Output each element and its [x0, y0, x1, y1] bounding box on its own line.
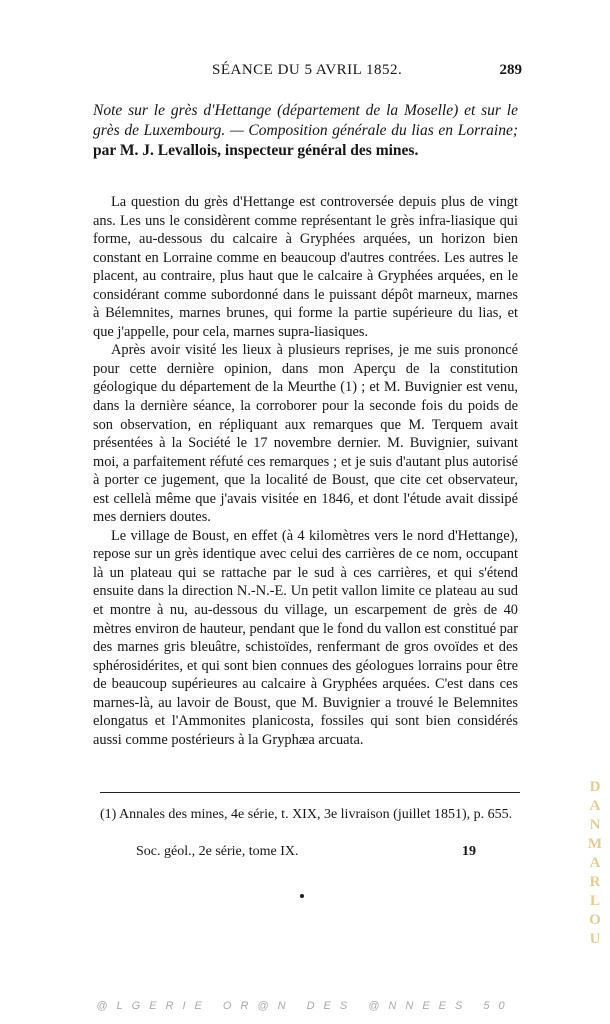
footnote: (1) Annales des mines, 4e série, t. XIX, 3e livraison (juillet 1851), p. 655. [100, 807, 513, 822]
vertical-stamp: D A N M A R L O U [587, 779, 603, 947]
watermark-text: @LGERIE OR@N DES @NNEES 50 [96, 1000, 514, 1012]
article-title [93, 101, 518, 161]
running-header [92, 62, 522, 84]
signature-line [136, 844, 476, 860]
bottom-dot [300, 894, 304, 898]
page-number: 289 [499, 62, 522, 78]
paragraph-3: Le village de Boust, en effet (à 4 kilomètres vers le nord d'Hettange), repose sur un grès identique avec celui des carrières de ce nom, occupant là un plateau qui se rattache par le sud à ces carrières, et qui s'étend ensuite dans la direction N.-N.-E. Un petit vallon limite ce plateau au sud et montre à nu, au-dessous du village, un escarpement de grès de 40 mètres environ de hauteur, pendant que le fond du vallon est constitué par des marnes gris bleuâtre, schistoïdes, renfermant de gros ovoïdes et des sphérosidérites, et qui sont bien connues des géologues lorrains pour être de beaucoup supérieures au calcaire à Gryphées arquées. C'est dans ces marnes-là, au lavoir de Boust, que M. Buvignier a trouvé le Belemnites elongatus et l'Ammonites planicosta, fossiles qui sont bien considérés aussi comme postérieurs à la Gryphæa arcuata. [93, 527, 519, 748]
running-title: SÉANCE DU 5 AVRIL 1852. [212, 62, 403, 78]
title-author: par M. J. Levallois, inspecteur général des mines. [93, 142, 419, 159]
signature-number: 19 [462, 844, 476, 859]
article-body [93, 193, 518, 749]
paragraph-2: Après avoir visité les lieux à plusieurs reprises, je me suis prononcé pour cette dernière opinion, dans mon Aperçu de la constitution géologique du département de la Meurthe (1) ; et M. Buvignier est venu, dans la dernière séance, la corroborer pour la seconde fois du poids de son observation, en répliquant aux remarques que M. Terquem avait présentées à la Société le 17 novembre dernier. M. Buvignier, suivant moi, a parfaitement réfuté ces remarques ; et je suis d'autant plus autorisé à porter ce jugement, que la localité de Boust, que cite cet observateur, est cellelà même que j'avais visitée en 1846, et dont l'étude avait dissipé mes derniers doutes. [93, 342, 518, 526]
paragraph-1: La question du grès d'Hettange est controversée depuis plus de vingt ans. Les uns le considèrent comme représentant le grès infra-liasique qui forme, au-dessous du calcaire à Gryphées arquées, un horizon bien constant en Lorraine comme en beaucoup d'autres contrées. Les autres le placent, au contraire, plus haut que le calcaire à Gryphées arquées, en le considérant comme subordonné dans le puissant dépôt marneux, marnes à Bélemnites, marnes brunes, qui forme la partie supérieure du lias, et que j'appelle, pour cela, marnes supra-liasiques. [93, 194, 518, 340]
title-italic: Note sur le grès d'Hettange (département de la Moselle) et sur le grès de Luxembourg. — Composition générale du lias en Lorraine; [93, 102, 518, 139]
footnote-rule [100, 792, 520, 793]
signature-left: Soc. géol., 2e série, tome IX. [136, 844, 299, 859]
